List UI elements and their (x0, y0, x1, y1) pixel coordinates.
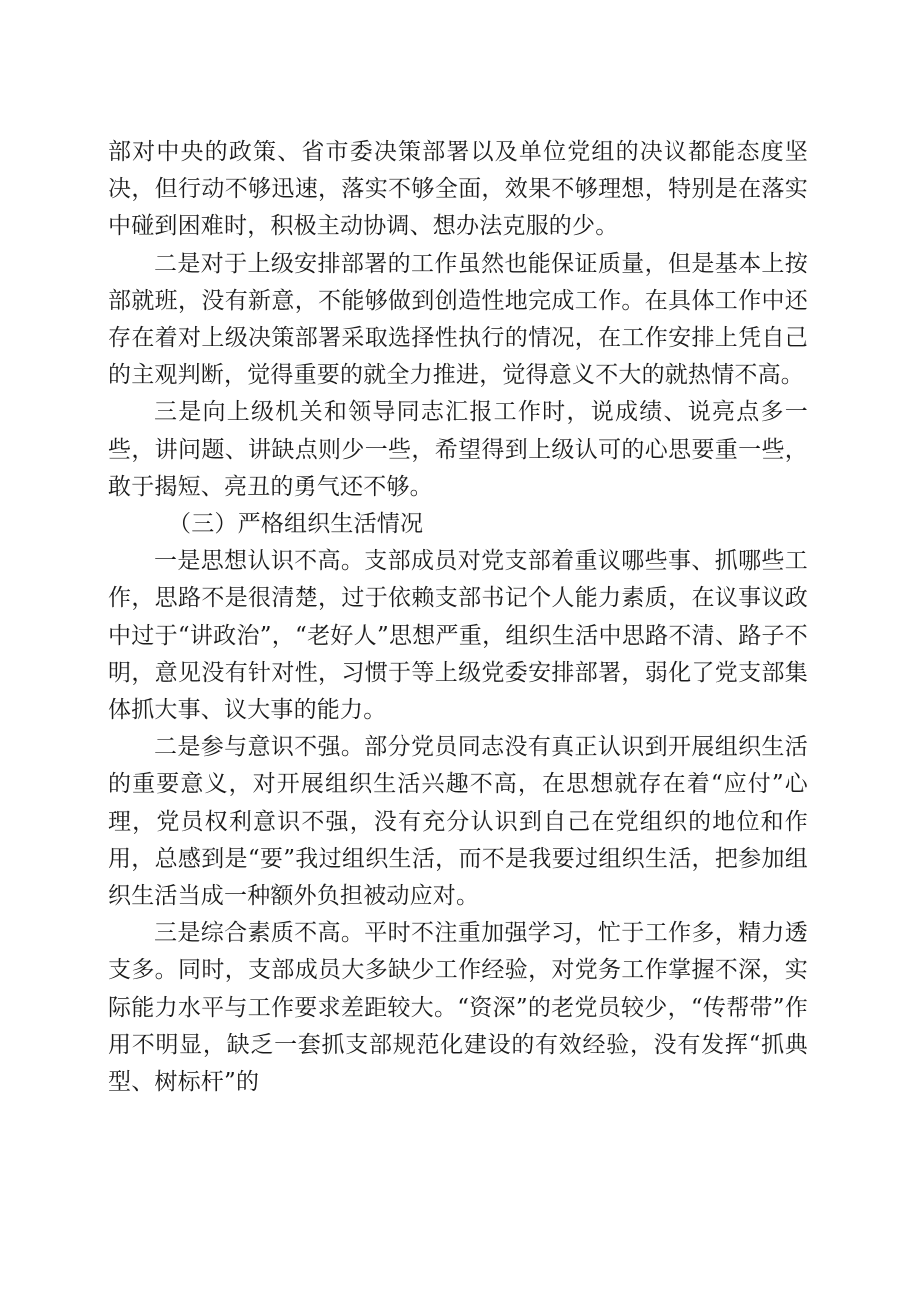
paragraph-point-two: 二是对于上级安排部署的工作虽然也能保证质量，但是基本上按部就班，没有新意，不能够做到创造性地完成工作。在具体工作中还存在着对上级决策部署采取选择性执行的情况，在工作安排上凭自己的主观判断，觉得重要的就全力推进，觉得意义不大的就热情不高。 (108, 250, 808, 389)
document-body (108, 134, 808, 1101)
paragraph-quality: 三是综合素质不高。平时不注重加强学习，忙于工作多，精力透支多。同时，支部成员大多缺少工作经验，对党务工作掌握不深，实际能力水平与工作要求差距较大。“资深”的老党员较少，“传帮带”作用不明显，缺乏一套抓支部规范化建设的有效经验，没有发挥“抓典型、树标杆”的 (108, 920, 808, 1096)
section-heading: （三）严格组织生活情况 (168, 511, 424, 538)
paragraph-continuation: 部对中央的政策、省市委决策部署以及单位党组的决议都能态度坚决，但行动不够迅速，落实不够全面，效果不够理想，特别是在落实中碰到困难时，积极主动协调、想办法克服的少。 (108, 139, 808, 240)
paragraph-point-three: 三是向上级机关和领导同志汇报工作时，说成绩、说亮点多一些，讲问题、讲缺点则少一些，希望得到上级认可的心思要重一些，敢于揭短、亮丑的勇气还不够。 (108, 399, 808, 500)
paragraph-ideology: 一是思想认识不高。支部成员对党支部着重议哪些事、抓哪些工作，思路不是很清楚，过于依赖支部书记个人能力素质，在议事议政中过于“讲政治”，“老好人”思想严重，组织生活中思路不清、路子不明，意见没有针对性，习惯于等上级党委安排部署，弱化了党支部集体抓大事、议大事的能力。 (108, 548, 808, 724)
paragraph-participation: 二是参与意识不强。部分党员同志没有真正认识到开展组织生活的重要意义，对开展组织生活兴趣不高，在思想就存在着“应付”心理，党员权利意识不强，没有充分认识到自己在党组织的地位和作用，总感到是“要”我过组织生活，而不是我要过组织生活，把参加组织生活当成一种额外负担被动应对。 (108, 734, 808, 910)
